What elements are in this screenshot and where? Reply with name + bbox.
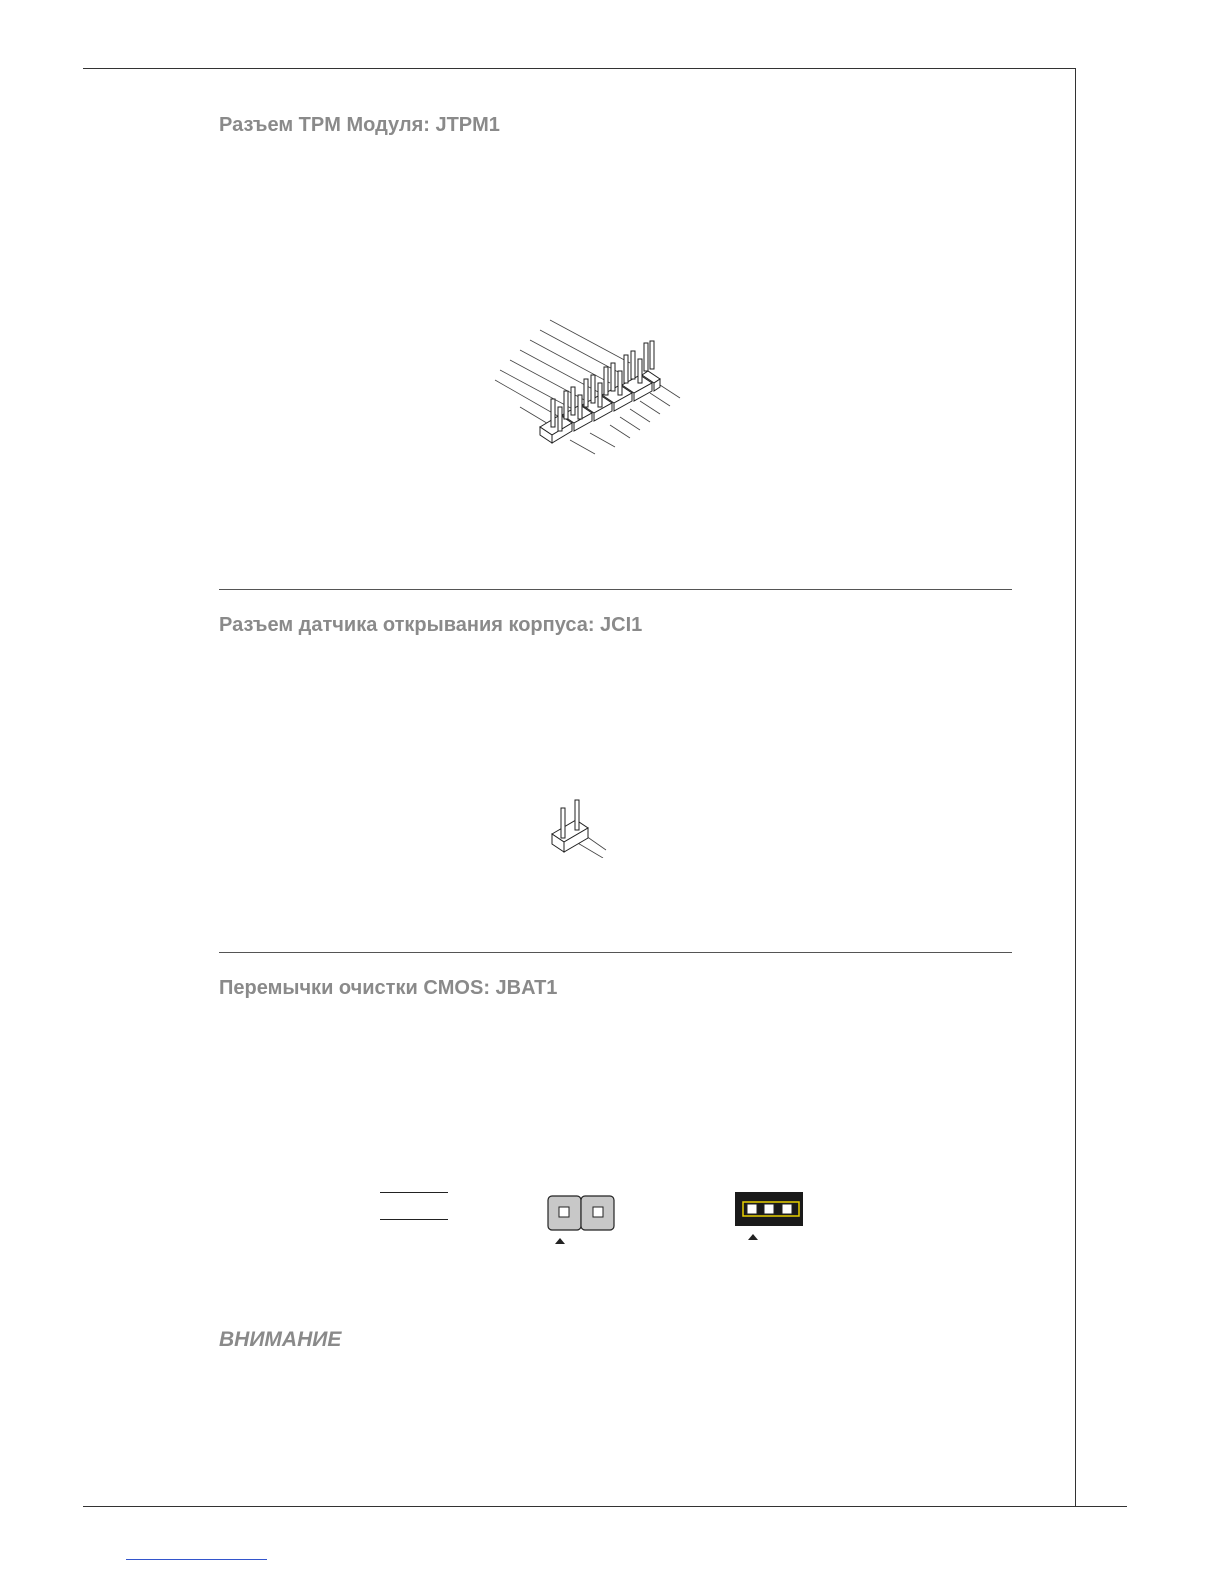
right-border <box>1075 68 1076 1506</box>
warning-title: ВНИМАНИЕ <box>219 1328 342 1351</box>
bottom-border <box>83 1506 1127 1507</box>
jci-connector-diagram <box>548 798 608 858</box>
tpm-section-title: Разъем TPM Модуля: JTPM1 <box>219 114 500 136</box>
section-divider-1 <box>219 589 1012 590</box>
top-border <box>83 68 1076 69</box>
jbat-open-jumper-diagram <box>545 1194 617 1246</box>
section-divider-2 <box>219 952 1012 953</box>
tpm-connector-diagram <box>490 315 690 460</box>
jbat-closed-jumper-diagram <box>733 1192 805 1244</box>
chassis-intrusion-section-title: Разъем датчика открывания корпуса: JCI1 <box>219 614 643 636</box>
footer-link-underline <box>126 1559 267 1560</box>
cmos-legend-line-top <box>380 1192 448 1193</box>
cmos-section-title: Перемычки очистки CMOS: JBAT1 <box>219 977 558 999</box>
cmos-legend-line-bottom <box>380 1219 448 1220</box>
